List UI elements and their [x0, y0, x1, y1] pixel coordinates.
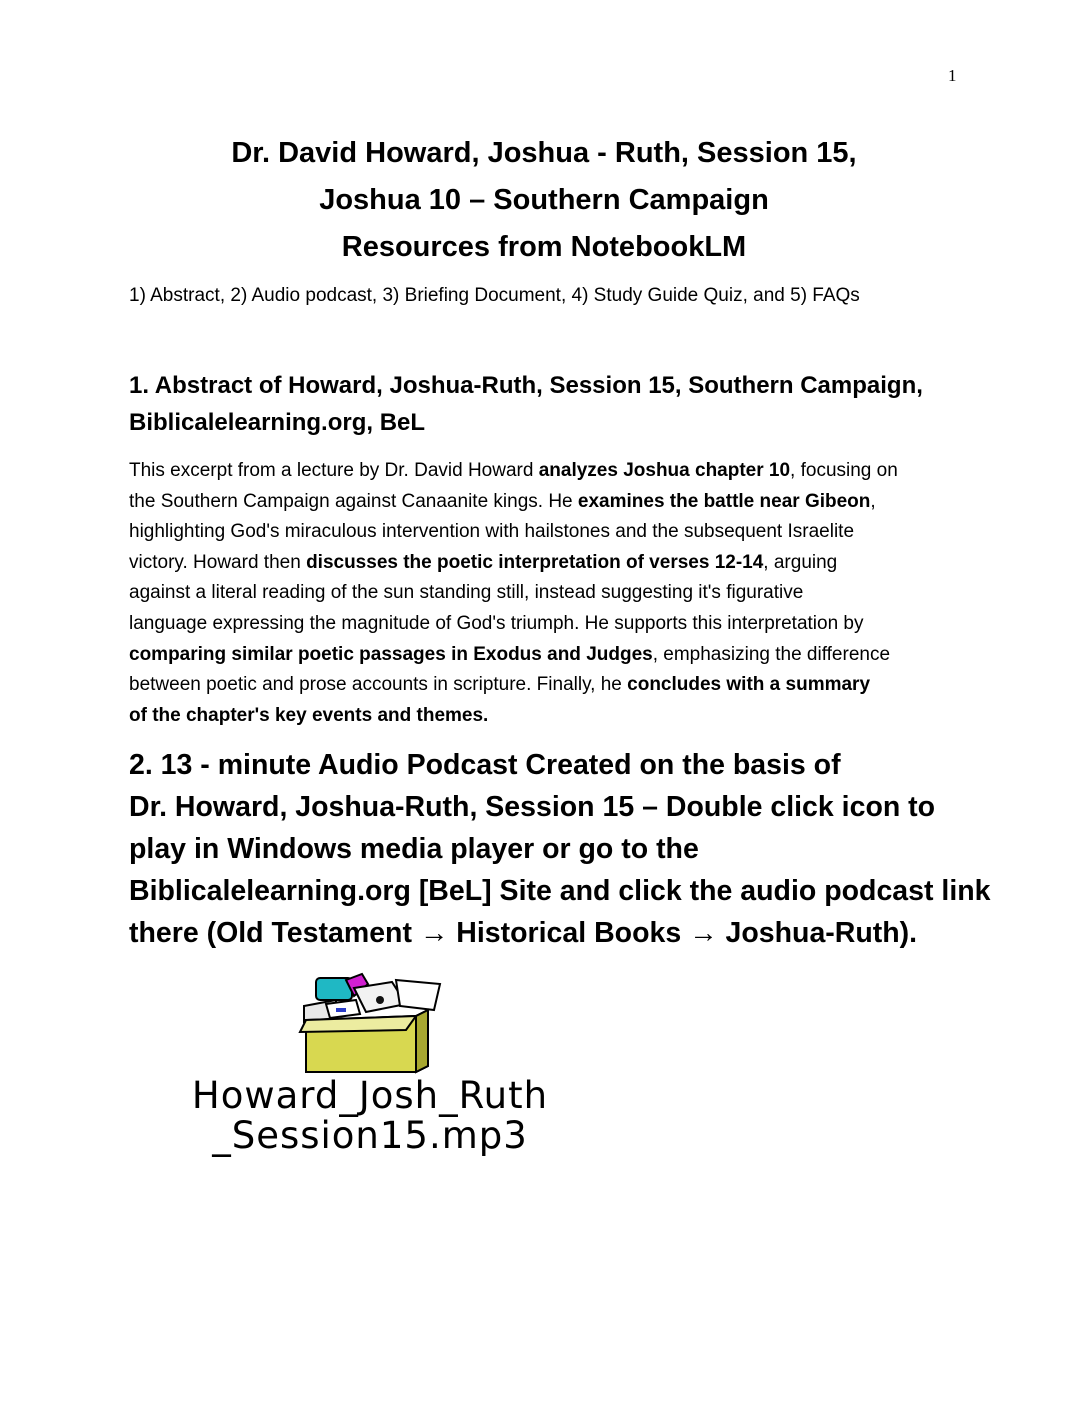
section-2-text: there (Old Testament: [129, 917, 420, 949]
attachment-filename[interactable]: [130, 1076, 610, 1156]
abstract-text: ,: [870, 490, 876, 512]
abstract-bold-text: concludes with a summary: [627, 674, 871, 696]
section-2-line: Biblicalelearning.org [BeL] Site and click the audio podcast link: [129, 875, 991, 907]
right-arrow-icon: →: [689, 917, 718, 949]
abstract-line: [129, 640, 969, 671]
abstract-bold-text: analyzes Joshua chapter 10: [538, 460, 791, 481]
abstract-text: This excerpt from a lecture by Dr. David Howard: [129, 460, 539, 481]
abstract-text: the Southern Campaign against Canaanite kings. He: [129, 490, 578, 512]
title-line-1: Dr. David Howard, Joshua - Ruth, Session 15,: [231, 137, 857, 169]
abstract-line: [129, 670, 969, 701]
abstract-line: highlighting God's miraculous intervention with hailstones and the subsequent Israelite: [129, 521, 855, 543]
abstract-line: [129, 456, 969, 487]
abstract-bold-text: comparing similar poetic passages in Exodus and Judges: [129, 643, 653, 665]
abstract-text: , arguing: [763, 551, 838, 573]
section-2-text: Joshua-Ruth).: [717, 917, 918, 949]
abstract-line: [129, 701, 969, 732]
filename-line-2: _Session15.mp3: [212, 1114, 528, 1157]
section-2-line: 2. 13 - minute Audio Podcast Created on the basis of: [129, 749, 841, 781]
right-arrow-icon: →: [419, 917, 449, 949]
abstract-bold-text: discusses the poetic interpretation of verses 12-14: [306, 551, 764, 573]
abstract-text: , focusing on: [790, 460, 898, 481]
section-2-line: play in Windows media player or go to the: [129, 833, 699, 865]
abstract-line: language expressing the magnitude of God's triumph. He supports this interpretation by: [129, 612, 864, 634]
document-title: [0, 130, 1088, 271]
abstract-text: between poetic and prose accounts in scripture. Finally, he: [129, 674, 628, 696]
section-2-text: Historical Books: [448, 917, 690, 949]
abstract-bold-text: of the chapter's key events and themes.: [129, 704, 489, 726]
abstract-paragraph: [129, 456, 969, 731]
abstract-line: [129, 548, 969, 579]
section-1-heading: [129, 367, 969, 441]
section-1-heading-line-2: Biblicalelearning.org, BeL: [129, 409, 426, 436]
abstract-line: [129, 487, 969, 518]
abstract-line: against a literal reading of the sun standing still, instead suggesting it's figurative: [129, 582, 804, 604]
abstract-text: victory. Howard then: [129, 551, 307, 573]
filename-line-1: Howard_Josh_Ruth: [191, 1074, 549, 1117]
abstract-bold-text: examines the battle near Gibeon: [577, 490, 871, 512]
title-line-2: Joshua 10 – Southern Campaign: [319, 184, 769, 216]
package-icon[interactable]: [296, 970, 446, 1074]
section-2-heading: [129, 744, 989, 954]
abstract-text: , emphasizing the difference: [652, 643, 891, 665]
section-1-heading-line-1: 1. Abstract of Howard, Joshua-Ruth, Session 15, Southern Campaign,: [129, 372, 923, 399]
resource-list: 1) Abstract, 2) Audio podcast, 3) Briefing Document, 4) Study Guide Quiz, and 5) FAQs: [129, 285, 860, 306]
page-number: 1: [948, 66, 957, 85]
title-line-3: Resources from NotebookLM: [341, 231, 747, 263]
section-2-line: Dr. Howard, Joshua-Ruth, Session 15 – Double click icon to: [129, 791, 936, 823]
section-2-line: [129, 912, 989, 954]
